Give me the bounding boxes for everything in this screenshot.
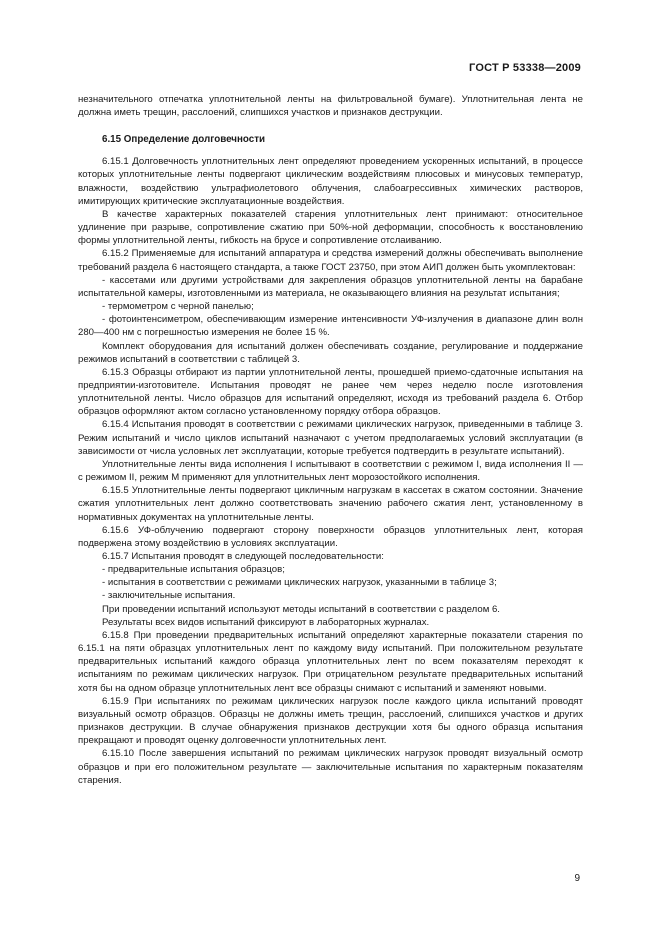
list-item-cyclic-tests: - испытания в соответствии с режимами циклических нагрузок, указанными в таблице 3; (102, 577, 497, 589)
section-title: 6.15 Определение долговечности (102, 134, 266, 146)
intro-paragraph: незначительного отпечатка уплотнительной ленты на фильтровальной бумаге). Уплотнительная лента не должна иметь трещин, расслоений, слипшихся участков и признаков деструкции. (78, 94, 583, 119)
paragraph-execution-types: Уплотнительные ленты вида исполнения I испытывают в соответствии с режимом I, вида исполнения II — с режимом II, режим М применяют для уплотнительных лент морозостойкого исполнения. (78, 458, 583, 484)
list-item-thermometer: - термометром с черной панелью; (102, 301, 254, 313)
paragraph-6-15-7: 6.15.7 Испытания проводят в следующей последовательности: (102, 551, 384, 562)
paragraph-6-15-9: 6.15.9 При испытаниях по режимам циклических нагрузок после каждого цикла испытаний проводят визуальный осмотр образцов. Образцы не должны иметь трещин, расслоений, слипшихся участков и других признаков деструкции. В случае обнаружения признаков деструкции хотя бы одного образца испытания прекращают и проводят оценку долговечности уплотнительных лент. (78, 695, 583, 747)
paragraph-6-15-6: 6.15.6 УФ-облучению подвергают сторону поверхности образцов уплотнительных лент, которая подвержена этому воздействию в условиях эксплуатации. (78, 524, 583, 549)
list-item-photointensimeter: - фотоинтенсиметром, обеспечивающим измерение интенсивности УФ-излучения в диапазоне длин волн 280—400 нм с погрешностью измерения не более 15 %. (78, 314, 583, 339)
page-number: 9 (574, 873, 580, 884)
list-item-cassettes: - кассетами или другими устройствами для закрепления образцов уплотнительной ленты на барабане испытательной камеры, изготовленными из материала, не оказывающего влияния на результат испытания; (78, 274, 583, 299)
list-item-final-tests: - заключительные испытания. (102, 590, 236, 602)
paragraph-6-15-4: 6.15.4 Испытания проводят в соответствии с режимами циклических нагрузок, приведенными в таблице 3. Режим испытаний и число циклов испытаний назначают с учетом предполагаемых условий эксплуатации (в зависимости от числа условных лет эксплуатации, которые требуется подтвердить в результате испытаний). (78, 419, 583, 457)
paragraph-6-15-5: 6.15.5 Уплотнительные ленты подвергают цикличным нагрузкам в кассетах в сжатом состоянии. Значение сжатия уплотнительных лент должно соответствовать значению рабочего сжатия лент, установленному в нормативных документах на уплотнительные ленты. (78, 485, 583, 523)
paragraph-6-15-8: 6.15.8 При проведении предварительных испытаний определяют характерные показатели старения по 6.15.1 на пяти образцах уплотнительных лент по каждому виду испытаний. При положительном результате предварительных испытаний каждого образца уплотнительных лент по всем показателям переходят к испытаниям по режимам циклических нагрузок. При отрицательном результате предварительных испытаний хотя бы на одном образце уплотнительных лент все образцы снимают с испытаний и заменяют новыми. (78, 629, 583, 694)
list-item-preliminary-tests: - предварительные испытания образцов; (102, 564, 285, 576)
paragraph-6-15-1: 6.15.1 Долговечность уплотнительных лент определяют проведением ускоренных испытаний, в процессе которых уплотнительные ленты подвергают циклическим воздействиям плюсовых и минусовых температур, влажности, воздействию ультрафиолетового облучения, слабоагрессивных химических растворов, имитирующих критические эксплуатационные воздействия. (78, 156, 583, 207)
paragraph-aging-indicators: В качестве характерных показателей старения уплотнительных лент принимают: относительное удлинение при разрыве, сопротивление сжатию при 50%-ной деформации, способность к восстановлению формы уплотнительной ленты, гибкость на брусе и сопротивление отслаиванию. (78, 208, 583, 247)
page-content (78, 93, 583, 787)
paragraph-lab-journals: Результаты всех видов испытаний фиксируют в лабораторных журналах. (102, 616, 430, 628)
paragraph-test-methods: При проведении испытаний используют методы испытаний в соответствии с разделом 6. (102, 603, 500, 615)
paragraph-6-15-3: 6.15.3 Образцы отбирают из партии уплотнительной ленты, прошедшей приемо-сдаточные испытания на предприятии-изготовителе. Испытания проводят не ранее чем через неделю после изготовления уплотнительной ленты. Число образцов для испытаний определяют, исходя из требований раздела 6. Отбор образцов оформляют актом согласно установленному порядку отбора образцов. (78, 366, 583, 418)
paragraph-6-15-2: 6.15.2 Применяемые для испытаний аппаратура и средства измерений должны обеспечивать выполнение требований раздела 6 настоящего стандарта, а также ГОСТ 23750, при этом АИП должен быть укомплектован: (78, 248, 583, 273)
document-header: ГОСТ Р 53338—2009 (469, 62, 581, 74)
paragraph-6-15-10: 6.15.10 После завершения испытаний по режимам циклических нагрузок проводят визуальный осмотр образцов и при его положительном результате — заключительные испытания по характерным показателям старения. (78, 748, 583, 786)
paragraph-equipment-set: Комплект оборудования для испытаний должен обеспечивать создание, регулирование и поддержание режимов испытаний в соответствии с таблицей 3. (78, 340, 583, 365)
